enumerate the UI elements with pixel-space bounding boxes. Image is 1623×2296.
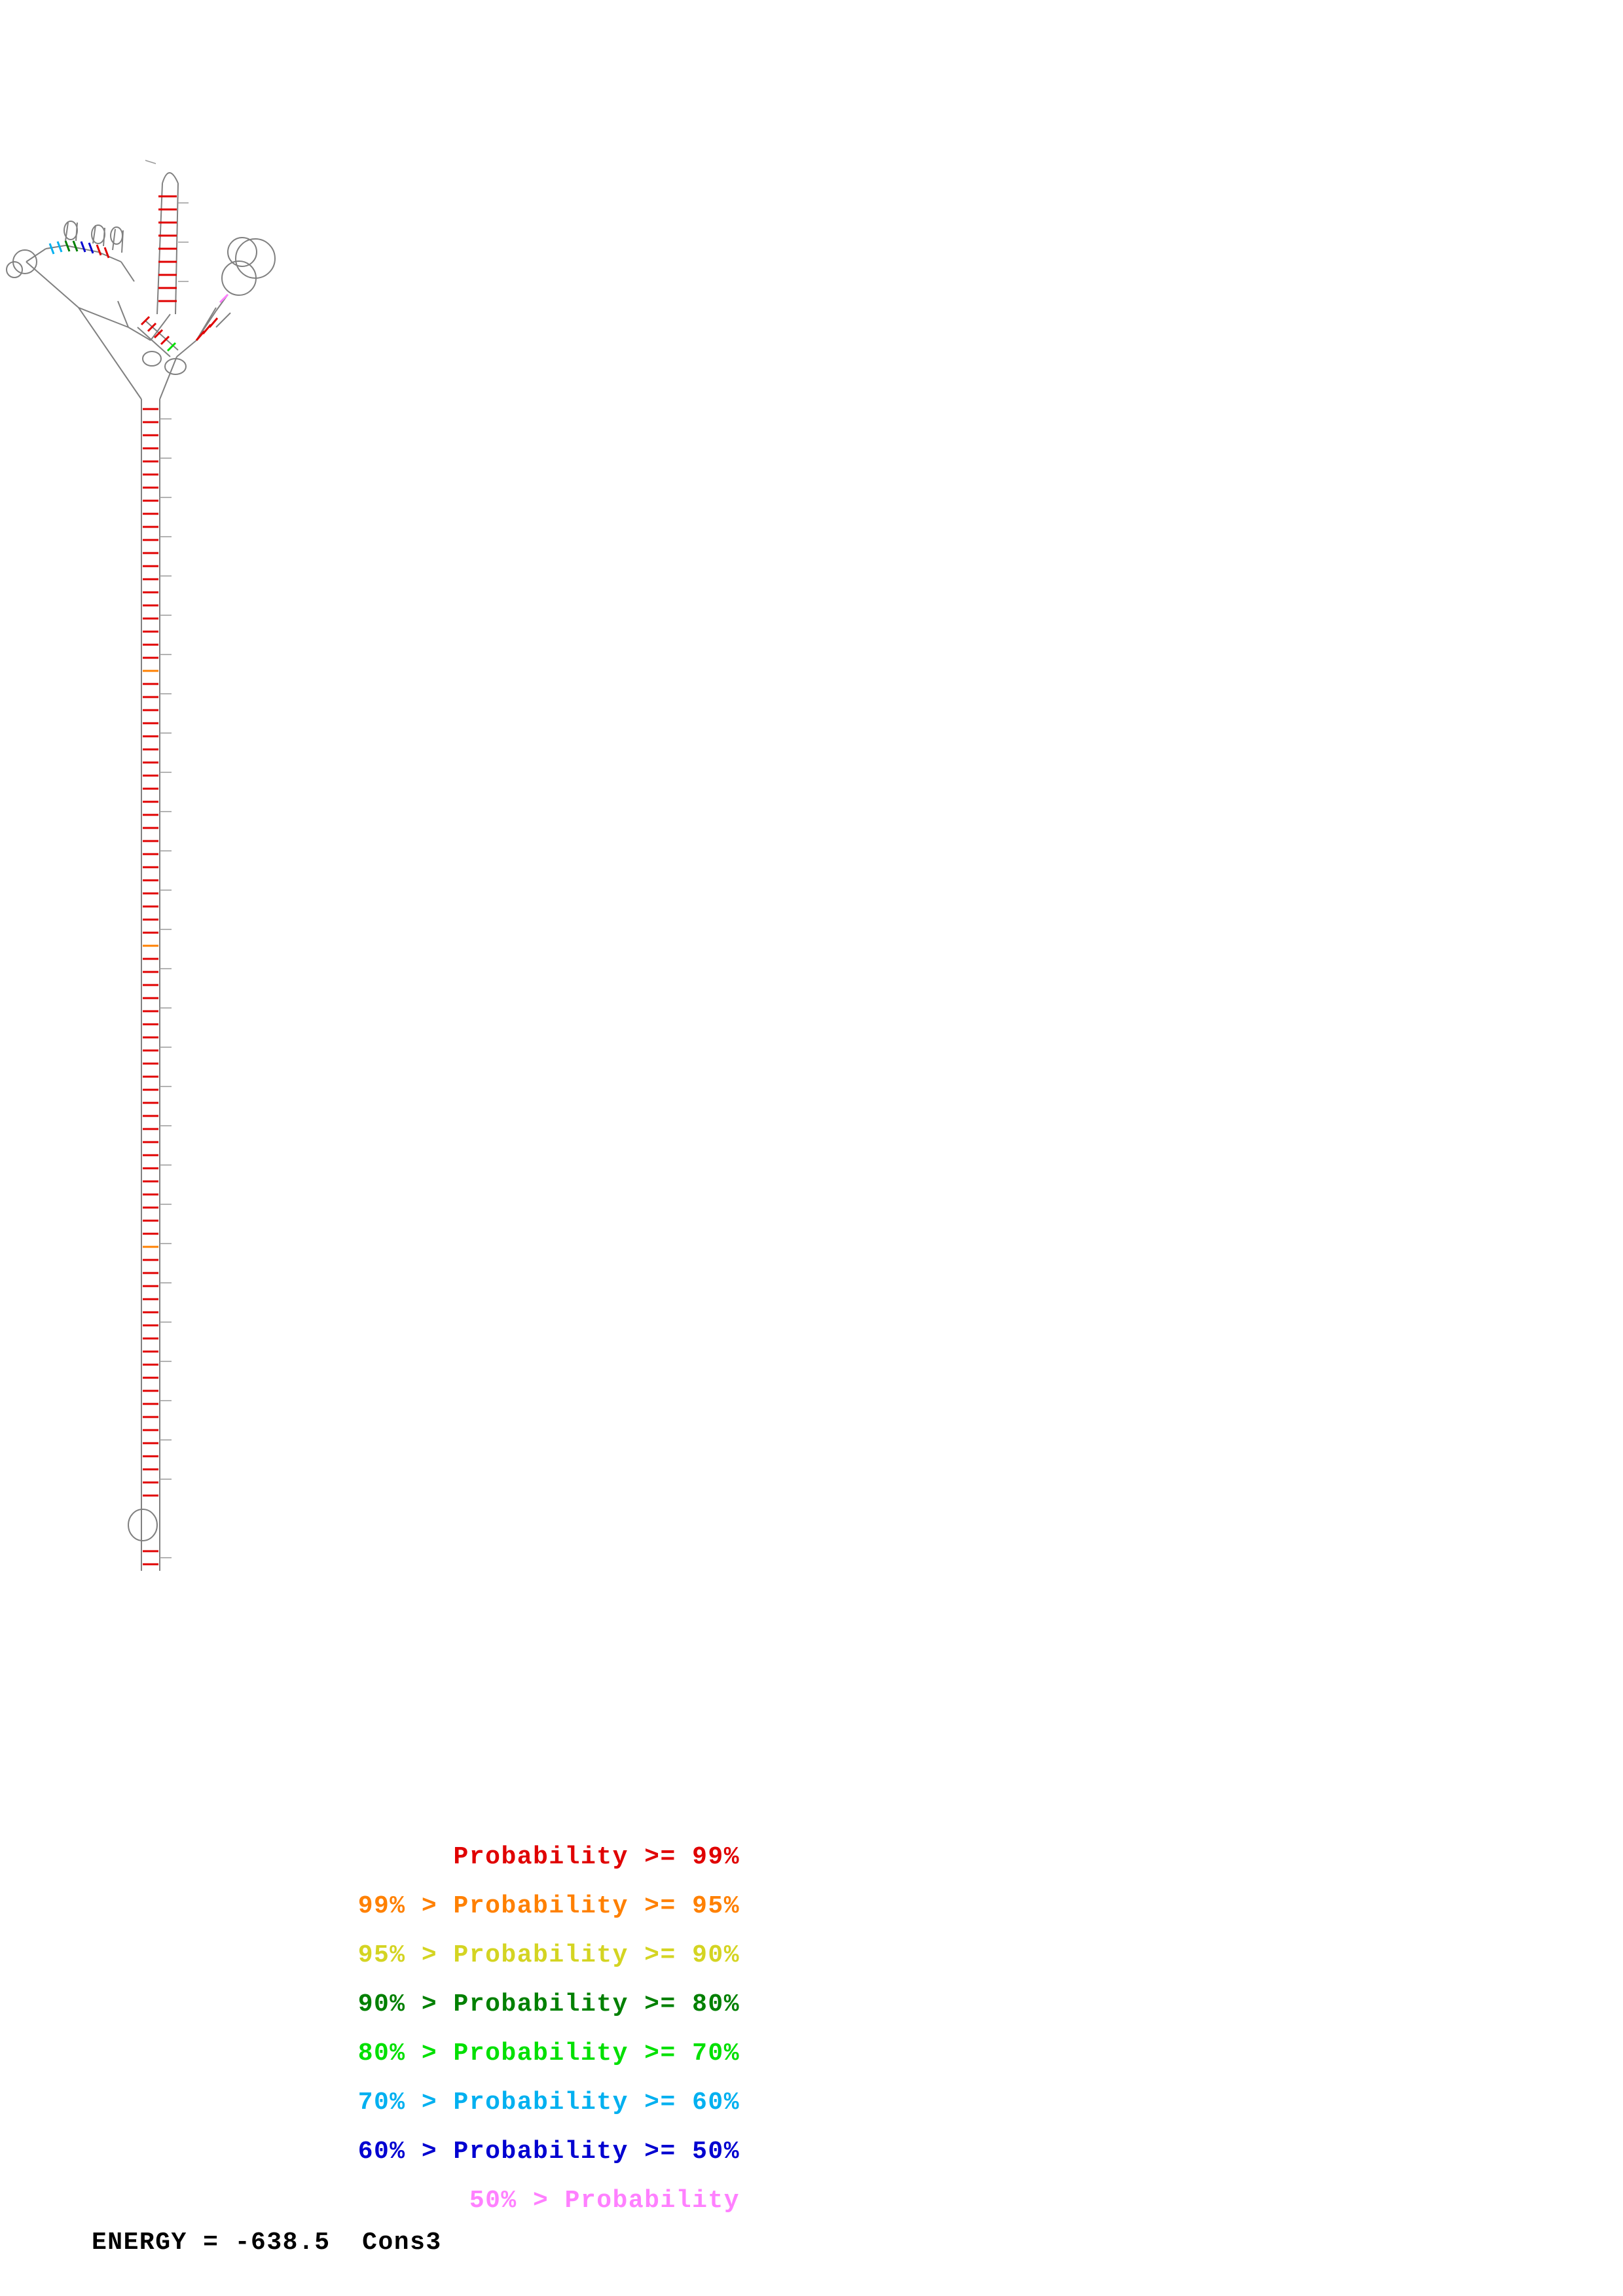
legend-row: 60% > Probability >= 50% bbox=[357, 2138, 740, 2166]
nucleotide-ticks bbox=[160, 419, 172, 1558]
legend-row: 50% > Probability bbox=[469, 2187, 740, 2215]
multibranch-junction bbox=[79, 301, 216, 399]
energy-label: ENERGY = -638.5 Cons3 bbox=[92, 2229, 442, 2257]
legend-row: Probability >= 99% bbox=[453, 1843, 740, 1871]
interior-loop bbox=[128, 1509, 157, 1541]
mid-junction-helices bbox=[137, 321, 186, 374]
legend-row: 80% > Probability >= 70% bbox=[357, 2039, 740, 2068]
upper-central-hairpin bbox=[157, 173, 178, 314]
legend-row: 70% > Probability >= 60% bbox=[357, 2089, 740, 2117]
right-branch bbox=[196, 238, 275, 340]
left-branch-helix bbox=[26, 245, 134, 308]
long-stem-basepairs bbox=[143, 409, 158, 1564]
legend-row: 95% > Probability >= 90% bbox=[357, 1941, 740, 1969]
upper-central-ticks bbox=[145, 160, 189, 281]
probability-legend bbox=[92, 1833, 812, 2225]
legend-row: 99% > Probability >= 95% bbox=[357, 1892, 740, 1920]
legend-row: 90% > Probability >= 80% bbox=[357, 1990, 740, 2018]
